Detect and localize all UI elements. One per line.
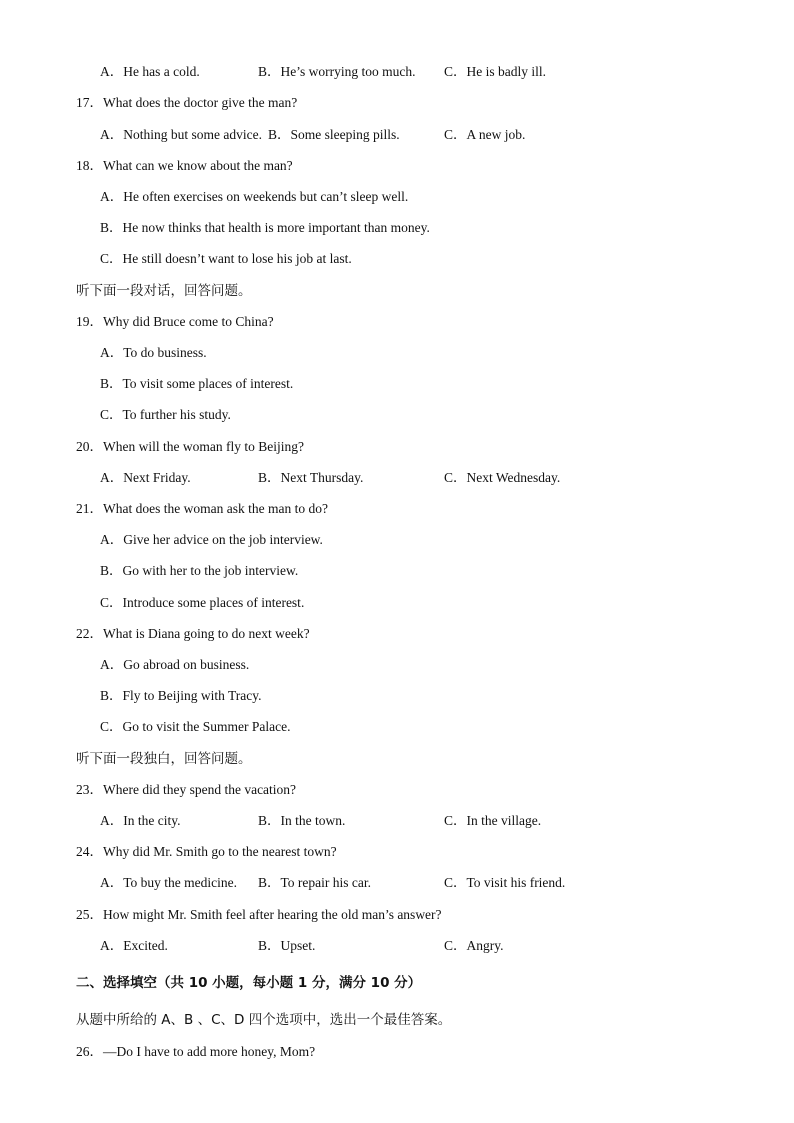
q25-option-a: A．Excited. — [100, 938, 168, 953]
q24-option-c: C．To visit his friend. — [444, 875, 566, 890]
instruction-dialogue: 听下面一段对话，回答问题。 — [76, 283, 252, 299]
q20-option-b: B．Next Thursday. — [258, 470, 364, 485]
q21-option-a: A．Give her advice on the job interview. — [100, 532, 323, 547]
q18-option-b: B．He now thinks that health is more important than money. — [100, 220, 430, 235]
q19-stem: 19．Why did Bruce come to China? — [76, 314, 274, 329]
q26-stem: 26．—Do I have to add more honey, Mom? — [76, 1044, 316, 1059]
q25-option-c: C．Angry. — [444, 938, 504, 953]
q23-options — [0, 810, 794, 832]
section2-title: 二、选择填空（共 10 小题，每小题 1 分，满分 10 分） — [76, 975, 422, 991]
q16-option-a: A．He has a cold. — [100, 64, 200, 79]
q20-options — [0, 467, 794, 489]
q16-option-c: C．He is badly ill. — [444, 64, 546, 79]
q16-options — [0, 61, 794, 83]
q21-stem: 21．What does the woman ask the man to do? — [76, 501, 328, 516]
q22-option-b: B．Fly to Beijing with Tracy. — [100, 688, 262, 703]
q22-option-c: C．Go to visit the Summer Palace. — [100, 719, 291, 734]
q17-option-a: A．Nothing but some advice. — [100, 127, 262, 142]
q17-stem: 17．What does the doctor give the man? — [76, 95, 298, 110]
q19-option-b: B．To visit some places of interest. — [100, 376, 294, 391]
q25-option-b: B．Upset. — [258, 938, 316, 953]
instruction-monologue: 听下面一段独白，回答问题。 — [76, 751, 252, 767]
section2-instruction: 从题中所给的 A、B 、C、D 四个选项中，选出一个最佳答案。 — [76, 1012, 452, 1028]
q20-option-c: C．Next Wednesday. — [444, 470, 561, 485]
q20-option-a: A．Next Friday. — [100, 470, 191, 485]
q17-option-b: B．Some sleeping pills. — [268, 127, 400, 142]
q21-option-c: C．Introduce some places of interest. — [100, 595, 305, 610]
q16-option-b: B．He’s worrying too much. — [258, 64, 416, 79]
q25-options — [0, 935, 794, 957]
q24-option-b: B．To repair his car. — [258, 875, 372, 890]
q23-stem: 23．Where did they spend the vacation? — [76, 782, 297, 797]
q23-option-a: A．In the city. — [100, 813, 181, 828]
q24-option-a: A．To buy the medicine. — [100, 875, 238, 890]
q23-option-b: B．In the town. — [258, 813, 346, 828]
q19-option-a: A．To do business. — [100, 345, 207, 360]
q20-stem: 20．When will the woman fly to Beijing? — [76, 439, 304, 454]
q22-stem: 22．What is Diana going to do next week? — [76, 626, 310, 641]
q23-option-c: C．In the village. — [444, 813, 542, 828]
q17-options — [0, 124, 794, 146]
q21-option-b: B．Go with her to the job interview. — [100, 563, 299, 578]
q24-stem: 24．Why did Mr. Smith go to the nearest town? — [76, 844, 337, 859]
q18-option-c: C．He still doesn’t want to lose his job at last. — [100, 251, 352, 266]
q25-stem: 25．How might Mr. Smith feel after hearing the old man’s answer? — [76, 907, 442, 922]
q18-option-a: A．He often exercises on weekends but can’t sleep well. — [100, 189, 409, 204]
q24-options — [0, 872, 794, 894]
q19-option-c: C．To further his study. — [100, 407, 231, 422]
q17-option-c: C．A new job. — [444, 127, 526, 142]
q18-stem: 18．What can we know about the man? — [76, 158, 293, 173]
q22-option-a: A．Go abroad on business. — [100, 657, 250, 672]
